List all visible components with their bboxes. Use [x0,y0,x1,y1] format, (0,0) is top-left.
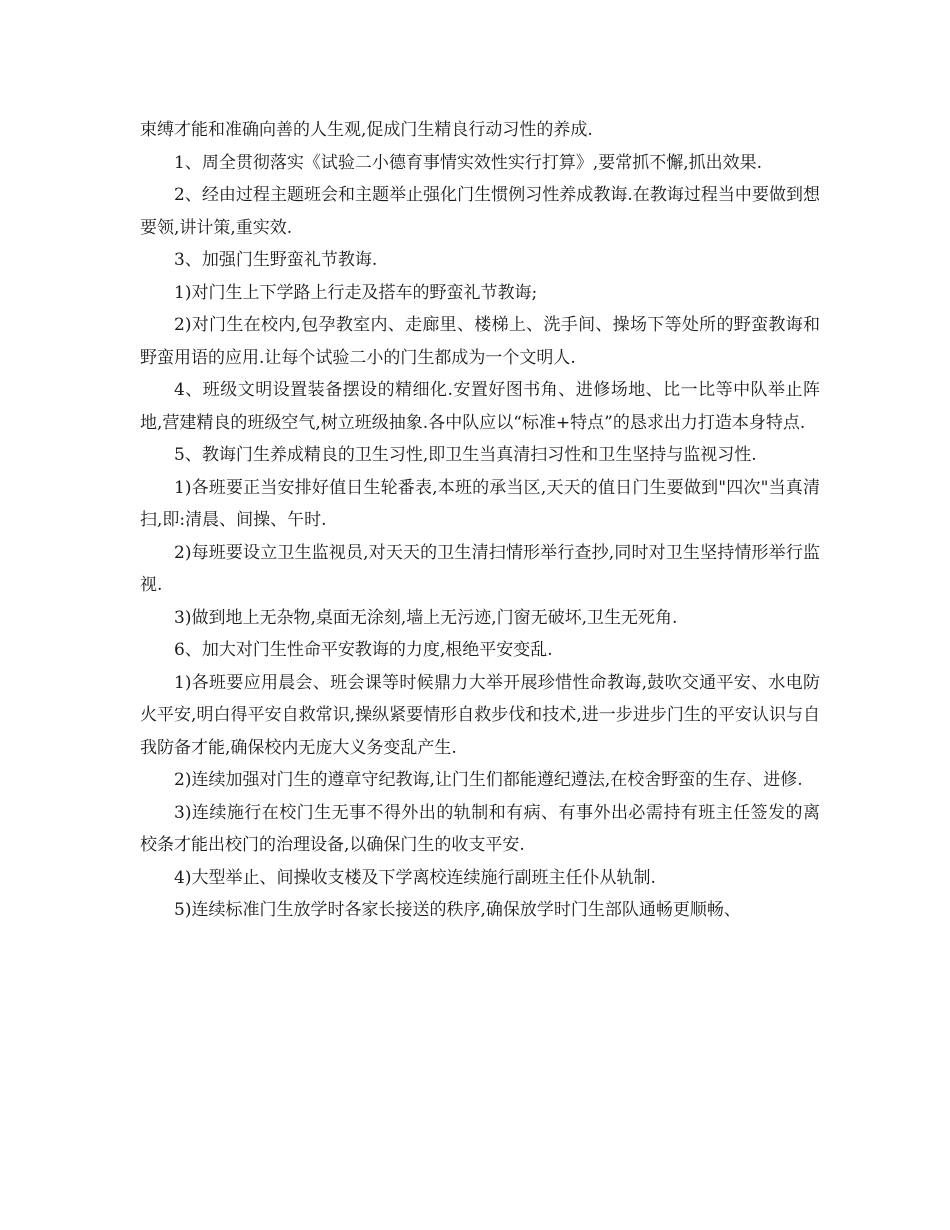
paragraph: 1)各班要正当安排好值日生轮番表,本班的承当区,天天的值日门生要做到"四次"当真清扫,即:清晨、间操、午时. [140,477,820,530]
paragraph: 3、加强门生野蛮礼节教诲. [174,250,378,270]
paragraph: 2)每班要设立卫生监视员,对天天的卫生清扫情形举行查抄,同时对卫生坚持情形举行监视. [140,542,820,595]
paragraph: 5)连续标准门生放学时各家长接送的秩序,确保放学时门生部队通畅更顺畅、 [174,900,741,920]
paragraph: 束缚才能和准确向善的人生观,促成门生精良行动习性的养成. [140,120,593,140]
paragraph: 5、教诲门生养成精良的卫生习性,即卫生当真清扫习性和卫生坚持与监视习性. [174,445,757,465]
paragraph: 1)各班要应用晨会、班会课等时候鼎力大举开展珍惜性命教诲,鼓吹交通平安、水电防火平安,明白得平安自救常识,操纵紧要情形自救步伐和技术,进一步进步门生的平安认识与自我防备才能,确保校内无庞大义务变乱产生. [140,672,820,758]
paragraph: 3)连续施行在校门生无事不得外出的轨制和有病、有事外出必需持有班主任签发的离校条才能出校门的治理设备,以确保门生的收支平安. [140,802,820,855]
paragraph: 1、周全贯彻落实《试验二小德育事情实效性实行打算》,要常抓不懈,抓出效果. [174,152,763,173]
document-body [140,114,820,927]
paragraph: 2、经由过程主题班会和主题举止强化门生惯例习性养成教诲.在教诲过程当中要做到想要领,讲计策,重实效. [140,185,820,238]
paragraph: 1)对门生上下学路上行走及搭车的野蛮礼节教诲; [174,282,538,303]
paragraph: 3)做到地上无杂物,桌面无涂刻,墙上无污迹,门窗无破坏,卫生无死角. [174,607,678,628]
paragraph: 2)对门生在校内,包孕教室内、走廊里、楼梯上、洗手间、操场下等处所的野蛮教诲和野蛮用语的应用.让每个试验二小的门生都成为一个文明人. [140,315,820,368]
paragraph: 4)大型举止、间操收支楼及下学离校连续施行副班主任仆从轨制. [174,867,656,888]
paragraph: 6、加大对门生性命平安教诲的力度,根绝平安变乱. [174,640,553,660]
paragraph: 4、班级文明设置装备摆设的精细化.安置好图书角、进修场地、比一比等中队举止阵地,营建精良的班级空气,树立班级抽象.各中队应以“标准+特点”的恳求出力打造本身特点. [140,380,820,433]
paragraph: 2)连续加强对门生的遵章守纪教诲,让门生们都能遵纪遵法,在校舍野蛮的生存、进修. [174,770,803,790]
